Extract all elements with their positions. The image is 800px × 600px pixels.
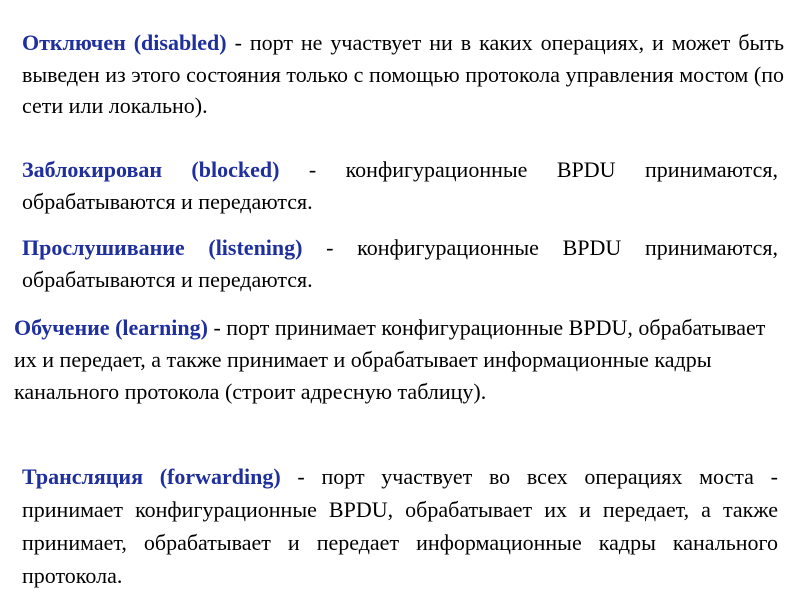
state-forwarding-term: Трансляция (forwarding) <box>22 464 281 489</box>
state-disabled-paragraph <box>22 27 784 122</box>
state-learning-paragraph <box>14 312 776 408</box>
state-learning-description: - порт принимает конфигурационные BPDU, обрабатывает их и передает, а также принимает и обрабатывает информационные кадры канального протокола (строит адресную таблицу). <box>14 315 766 404</box>
state-disabled-description: - порт не участвует ни в каких операциях, и может быть выведен из этого состояния только с помощью протокола управления мостом (по сети или локально). <box>22 30 784 118</box>
state-disabled-term: Отключен (disabled) <box>22 30 227 55</box>
state-learning-term: Обучение (learning) <box>14 315 208 340</box>
state-forwarding-paragraph <box>22 460 778 592</box>
state-forwarding-description: - порт участвует во всех операциях моста - принимает конфигурационные BPDU, обрабатывает их и передает, а также принимает, обрабатывает и передает информационные кадры канального протокола. <box>22 464 778 588</box>
state-blocked-term: Заблокирован (blocked) <box>22 157 280 182</box>
state-listening-term: Прослушивание (listening) <box>22 235 303 260</box>
state-listening-description: - конфигурационные BPDU принимаются, обрабатываются и передаются. <box>22 235 778 292</box>
state-blocked-description: - конфигурационные BPDU принимаются, обрабатываются и передаются. <box>22 157 778 214</box>
state-listening-paragraph <box>22 232 778 295</box>
state-blocked-paragraph <box>22 154 778 217</box>
